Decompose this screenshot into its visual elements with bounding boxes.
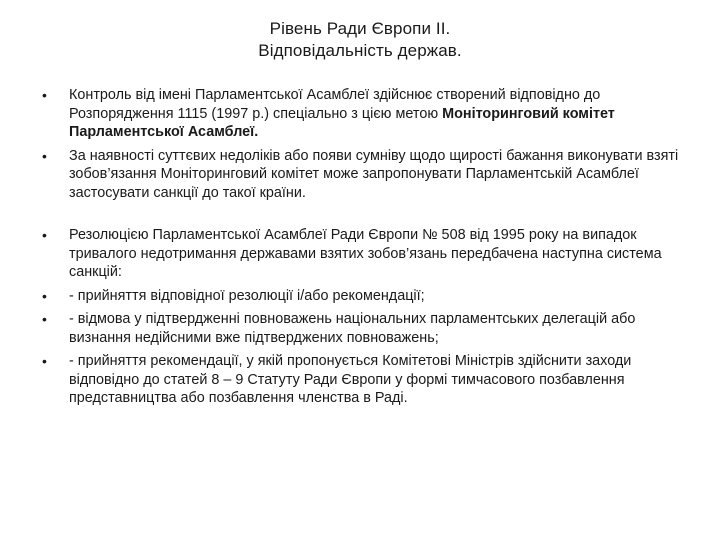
- bullet-dot-icon: •: [42, 147, 47, 164]
- bullet-text: - відмова у підтвердженні повноважень національних парламентських делегацій або визнання недійсними вже підтверджених повноважень;: [69, 311, 636, 346]
- bullet-dot-icon: •: [42, 87, 47, 103]
- slide-title: [0, 18, 720, 62]
- bullet-dot-icon: •: [42, 311, 47, 327]
- bullet-item: [42, 310, 682, 347]
- bullet-item: [42, 86, 682, 142]
- bullet-dot-icon: •: [42, 353, 47, 369]
- bullet-text: - прийняття відповідної резолюції і/або рекомендації;: [69, 287, 425, 304]
- bullet-list: [42, 86, 682, 408]
- bullet-text: - прийняття рекомендації, у якій пропонується Комітетові Міністрів здійснити заходи відповідно до статей 8 – 9 Статуту Ради Європи у формі тимчасового позбавлення представництва або позбавлення членства в Раді.: [69, 353, 632, 406]
- bullet-text: Контроль від імені Парламентської Асамблеї здійснює створений відповідно до Розпорядження 1115 (1997 р.) спеціально з цією метою: [69, 87, 601, 122]
- bullet-text: Резолюцією Парламентської Асамблеї Ради Європи № 508 від 1995 року на випадок тривалого недотримання державами взятих зобов’язань передбачена наступна система санкцій:: [69, 227, 662, 280]
- bullet-text: За наявності суттєвих недоліків або появи сумніву щодо щирості бажання виконувати взяті зобов’язання Моніторинговий комітет може запропонувати Парламентській Асамблеї застосувати санкції до такої країни.: [69, 147, 679, 201]
- title-line-2: Відповідальність держав.: [258, 41, 462, 60]
- bullet-bold-text: Моніторинговий комітет Парламентської Асамблеї.: [69, 105, 615, 140]
- title-line-1: Рівень Ради Європи ІІ.: [269, 19, 451, 38]
- bullet-item: [42, 287, 682, 306]
- bullet-dot-icon: •: [42, 227, 47, 243]
- bullet-dot-icon: •: [42, 287, 47, 304]
- bullet-item: [42, 147, 682, 203]
- bullet-item: [42, 226, 682, 282]
- bullet-item: [42, 352, 682, 408]
